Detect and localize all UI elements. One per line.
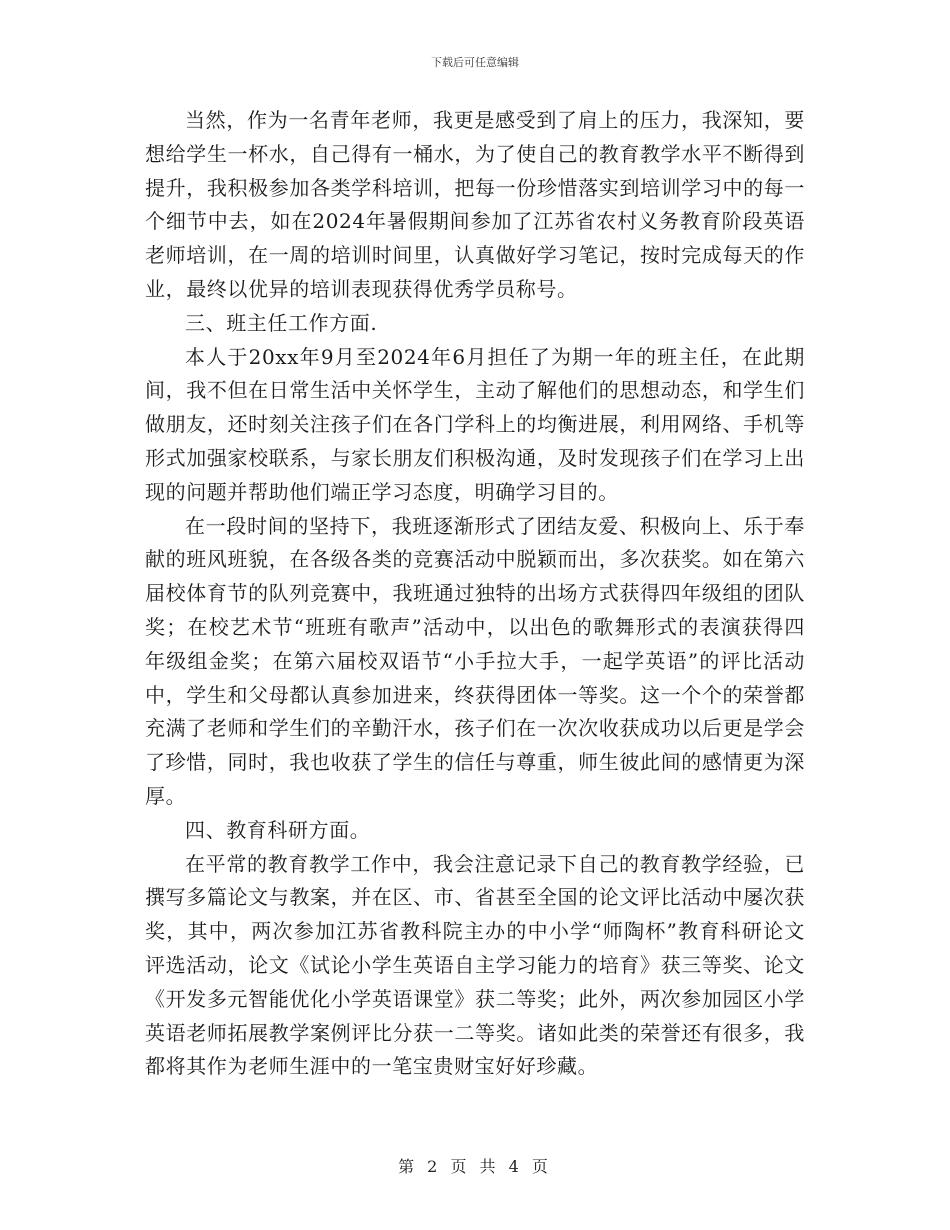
paragraph-class-awards: 在一段时间的坚持下，我班逐渐形式了团结友爱、积极向上、乐于奉献的班风班貌，在各级各类的竞赛活动中脱颖而出，多次获奖。如在第六届校体育节的队列竞赛中，我班通过独特的出场方式获得四年级组的团队奖；在校艺术节“班班有歌声”活动中，以出色的歌舞形式的表演获得四年级组金奖；在第六届校双语节“小手拉大手，一起学英语”的评比活动中，学生和父母都认真参加进来，终获得团体一等奖。这一个个的荣誉都充满了老师和学生们的辛勤汗水，孩子们在一次次收获成功以后更是学会了珍惜，同时，我也收获了学生的信任与尊重，师生彼此间的感情更为深厚。 bbox=[145, 513, 805, 808]
paragraph-training: 当然，作为一名青年老师，我更是感受到了肩上的压力，我深知，要想给学生一杯水，自己得有一桶水，为了使自己的教育教学水平不断得到提升，我积极参加各类学科培训，把每一份珍惜落实到培训学习中的每一个细节中去，如在2024年暑假期间参加了江苏省农村义务教育阶段英语老师培训，在一周的培训时间里，认真做好学习笔记，按时完成每天的作业，最终以优异的培训表现获得优秀学员称号。 bbox=[145, 108, 805, 301]
paragraph-research: 在平常的教育教学工作中，我会注意记录下自己的教育教学经验，已撰写多篇论文与教案，并在区、市、省甚至全国的论文评比活动中屡次获奖，其中，两次参加江苏省教科院主办的中小学“师陶杯”教育科研论文评选活动，论文《试论小学生英语自主学习能力的培育》获三等奖、论文《开发多元智能优化小学英语课堂》获二等奖；此外，两次参加园区小学英语老师拓展教学案例评比分获一二等奖。诸如此类的荣誉还有很多，我都将其作为老师生涯中的一笔宝贵财宝好好珍藏。 bbox=[145, 851, 805, 1079]
paragraph-class-teacher: 本人于20xx年9月至2024年6月担任了为期一年的班主任，在此期间，我不但在日常生活中关怀学生，主动了解他们的思想动态，和学生们做朋友，还时刻关注孩子们在各门学科上的均衡进展，利用网络、手机等形式加强家校联系，与家长朋友们积极沟通，及时发现孩子们在学习上出现的问题并帮助他们端正学习态度，明确学习目的。 bbox=[145, 344, 805, 504]
section-heading-research: 四、教育科研方面。 bbox=[185, 817, 371, 842]
section-heading-class-teacher: 三、班主任工作方面. bbox=[185, 310, 378, 335]
page-footer: 第 2 页 共 4 页 bbox=[398, 1157, 552, 1176]
document-body bbox=[145, 104, 805, 1084]
page-header: 下载后可任意编辑 bbox=[431, 56, 519, 69]
